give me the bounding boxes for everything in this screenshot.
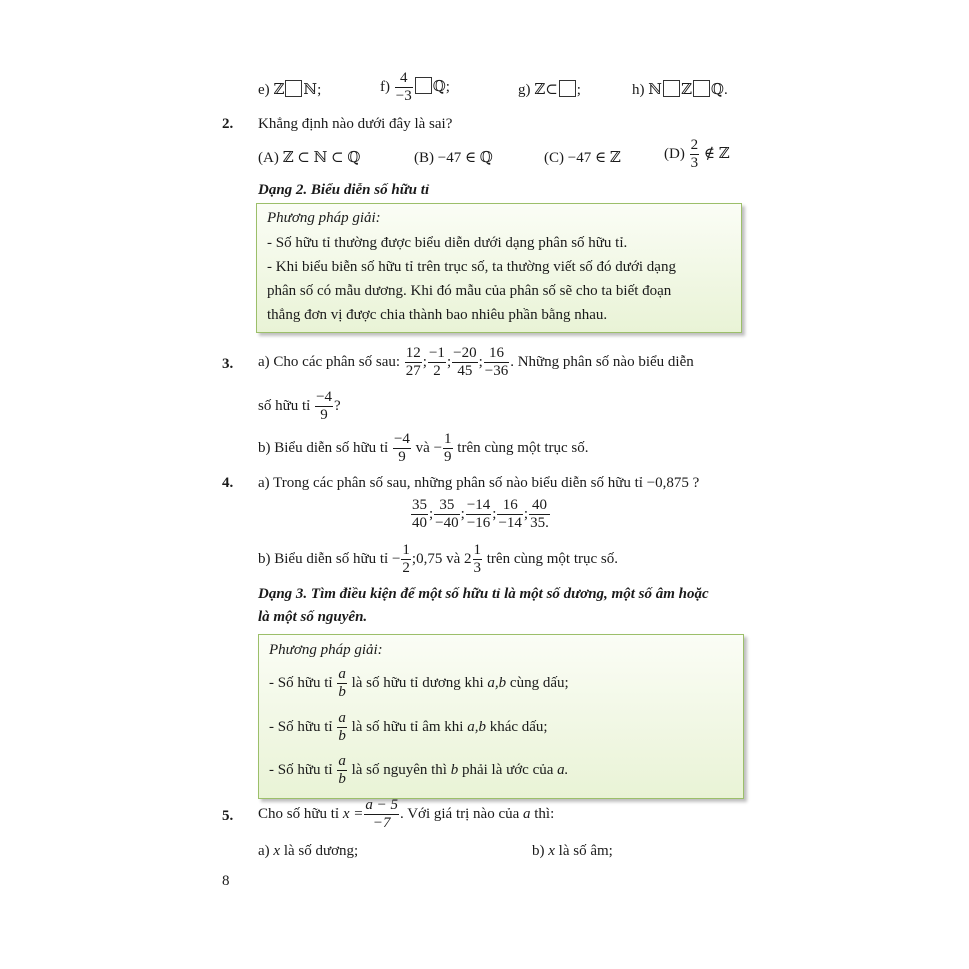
option-b: (B) −47 ∈ ℚ — [414, 150, 493, 166]
question-3a: a) Cho các phân số sau: $\frac{12}{27}$ ; $\frac{-1}{2}$ ; $\frac{-20}{45}$ ; $\frac{16}{-36}$ . Những phân số nào biểu diễn — [258, 345, 694, 379]
question-4a: a) Trong các phân số sau, những phân số nào biểu diễn số hữu tỉ −0,875 ? — [258, 475, 700, 491]
answer-box[interactable] — [559, 80, 576, 97]
answer-box[interactable] — [415, 77, 432, 94]
question-number: 4. — [222, 475, 234, 491]
option-a: (A) ℤ ⊂ ℕ ⊂ ℚ — [258, 150, 361, 166]
method-box: Phương pháp giải: - Số hữu tỉ $\frac{a}{b}$ là số hữu tỉ dương khi a,b cùng dấu; - Số hữu tỉ $\frac{a}{b}$ là số hữu tỉ âm khi a,b khác dấu; - Số hữu tỉ $\frac{a}{b}$ là số nguyên thì b phải là ước của a. — [258, 634, 744, 799]
question-number: 2. — [222, 116, 234, 132]
question-number: 3. — [222, 356, 234, 372]
question-5-option-b: b) x là số âm; — [532, 843, 613, 859]
q1-item-g: g) ℤ⊂ ; — [518, 82, 581, 98]
section-heading-cont: là một số nguyên. — [258, 609, 368, 625]
answer-box[interactable] — [693, 80, 710, 97]
option-d: (D) $\frac{2}{3}$ ∉ ℤ — [664, 137, 730, 171]
answer-box[interactable] — [663, 80, 680, 97]
answer-box[interactable] — [285, 80, 302, 97]
q1-item-e: e) ℤ ℕ; — [258, 82, 322, 98]
question-text: Khẳng định nào dưới đây là sai? — [258, 116, 453, 132]
question-5-option-a: a) x là số dương; — [258, 843, 359, 859]
page-number: 8 — [222, 873, 230, 889]
question-3a-cont: số hữu tỉ $\frac{-4}{9}$ ? — [258, 389, 341, 423]
question-number: 5. — [222, 808, 234, 824]
question-3b: b) Biểu diễn số hữu tỉ $\frac{-4}{9}$ và − $\frac{1}{9}$ trên cùng một trục số. — [258, 431, 589, 465]
option-c: (C) −47 ∈ ℤ — [544, 150, 621, 166]
box-title: Phương pháp giải: — [267, 210, 381, 226]
question-5: Cho số hữu tỉ x = $\frac{a - 5}{-7}$ . Với giá trị nào của a thì: — [258, 797, 555, 831]
method-box: Phương pháp giải: - Số hữu tỉ thường được biểu diễn dưới dạng phân số hữu tỉ. - Khi biểu biễn số hữu tỉ trên trục số, ta thường viết số đó dưới dạng phân số có mẫu dương. Khi đó mẫu của phân số sẽ cho ta biết đoạn thẳng đơn vị được chia thành bao nhiêu phần bằng nhau. — [256, 203, 742, 333]
section-heading: Dạng 2. Biểu diễn số hữu tỉ — [258, 182, 430, 198]
section-heading: Dạng 3. Tìm điều kiện để một số hữu tỉ là một số dương, một số âm hoặc — [258, 586, 709, 602]
q1-item-f: f) $\frac{4}{-3}$ ℚ; — [380, 70, 450, 104]
question-4-fractions: $\frac{35}{40}$ ; $\frac{35}{-40}$ ; $\frac{-14}{-16}$ ; $\frac{16}{-14}$ ; $\frac{40}{35.}$ — [412, 497, 549, 531]
box-title: Phương pháp giải: — [269, 642, 383, 658]
q1-item-h: h) ℕ ℤ ℚ. — [632, 82, 728, 98]
question-4b: b) Biểu diễn số hữu tỉ − $\frac{1}{2}$ ;0,75 và 2 $\frac{1}{3}$ trên cùng một trục số. — [258, 542, 618, 576]
